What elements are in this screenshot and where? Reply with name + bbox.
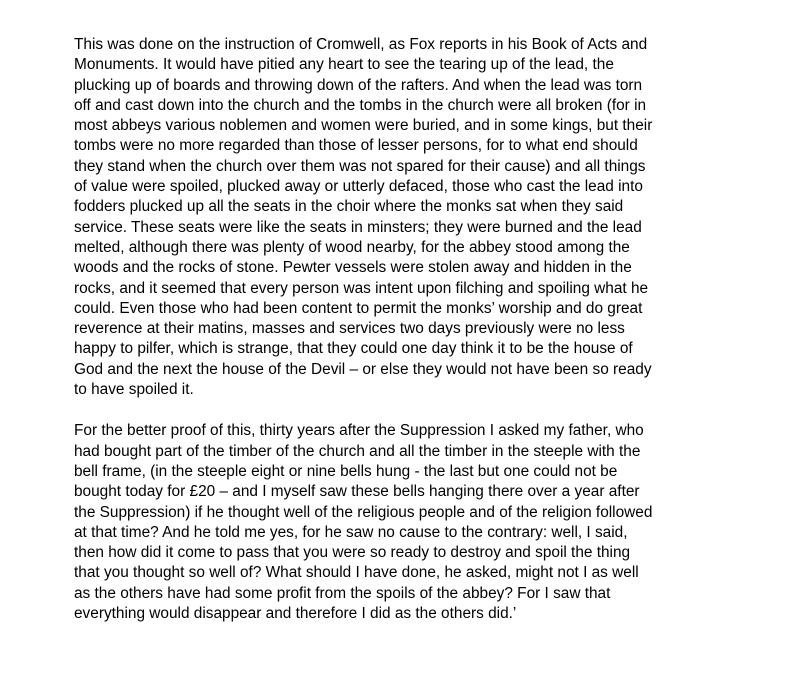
text-line: fodders plucked up all the seats in the choir where the monks sat when they said [74, 198, 624, 216]
text-line: then how did it come to pass that you were so ready to destroy and spoil the thing [74, 544, 631, 562]
text-line: the Suppression) if he thought well of the religious people and of the religion followed [74, 503, 653, 521]
paragraph-spacer [74, 400, 774, 421]
text-line: bought today for £20 – and I myself saw these bells hanging there over a year after [74, 483, 640, 501]
text-line: God and the next the house of the Devil – or else they would not have been so ready [74, 360, 652, 378]
document-page [74, 35, 774, 624]
text-line: This was done on the instruction of Cromwell, as Fox reports in his Book of Acts and [74, 36, 648, 53]
text-line: to have spoiled it. [74, 381, 194, 399]
text-line: that you thought so well of? What should I have done, he asked, might not I as well [74, 564, 639, 582]
paragraph-1 [74, 35, 774, 400]
text-line: everything would disappear and therefore I did as the others did.’ [74, 605, 517, 623]
text-line: service. These seats were like the seats in minsters; they were burned and the lead [74, 218, 642, 236]
text-line: bell frame, (in the steeple eight or nine bells hung - the last but one could not be [74, 462, 618, 480]
text-line: rocks, and it seemed that every person was intent upon filching and spoiling what he [74, 279, 649, 297]
text-line: plucking up of boards and throwing down of the rafters. And when the lead was torn [74, 76, 643, 94]
text-line: For the better proof of this, thirty years after the Suppression I asked my father, who [74, 422, 644, 440]
text-line: they stand when the church over them was not spared for their cause) and all things [74, 157, 646, 175]
text-line: most abbeys various noblemen and women were buried, and in some kings, but their [74, 117, 653, 135]
text-line: could. Even those who had been content to permit the monks’ worship and do great [74, 299, 643, 317]
text-line: at that time? And he told me yes, for he saw no cause to the contrary: well, I said, [74, 523, 628, 541]
text-line: as the others have had some profit from the spoils of the abbey? For I saw that [74, 584, 611, 602]
paragraph-2 [74, 421, 774, 624]
text-line: Monuments. It would have pitied any heart to see the tearing up of the lead, the [74, 56, 614, 74]
text-line: reverence at their matins, masses and services two days previously were no less [74, 320, 625, 338]
text-line: off and cast down into the church and the tombs in the church were all broken (for in [74, 96, 647, 114]
text-line: tombs were no more regarded than those of lesser persons, for to what end should [74, 137, 638, 155]
text-line: had bought part of the timber of the church and all the timber in the steeple with the [74, 442, 641, 460]
text-line: melted, although there was plenty of wood nearby, for the abbey stood among the [74, 238, 630, 256]
text-line: woods and the rocks of stone. Pewter vessels were stolen away and hidden in the [74, 259, 632, 277]
text-line: happy to pilfer, which is strange, that they could one day think it to be the house of [74, 340, 633, 358]
text-line: of value were spoiled, plucked away or utterly defaced, those who cast the lead into [74, 178, 643, 196]
